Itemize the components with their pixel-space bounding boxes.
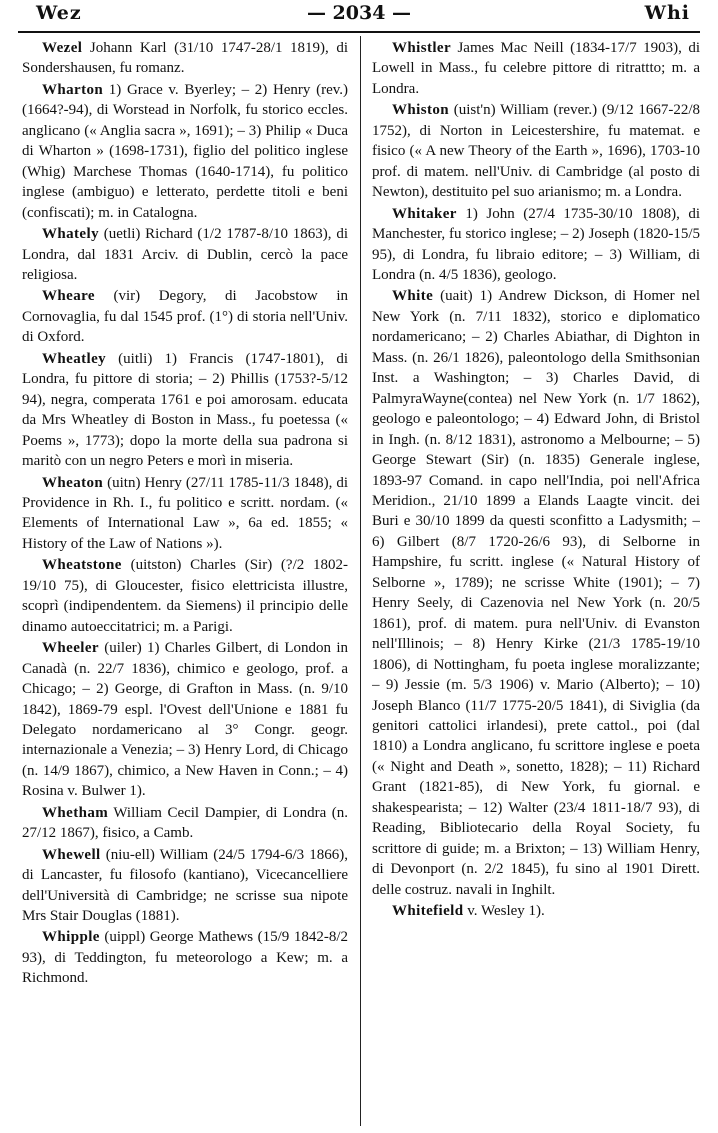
entry-headword: Whistler <box>392 40 452 56</box>
entry <box>22 80 348 223</box>
entry-text: (uitli) 1) Francis (1747-1801), di Londra, fu pittore di storia; – 2) Phillis (1753?-5/12 94), negra, comperata 1761 e poi amorosam. educata da Mrs Wheatley di Boston in Mass., fu poetessa (« Poems », 1773); dopo la morte della sua padrona si maritò con un negro Peters e morì in miseria. <box>22 350 348 470</box>
entry-text: (uippl) George Mathews (15/9 1842-8/2 93), di Teddington, fu meteorologo a Kew; m. a Richmond. <box>22 929 348 987</box>
entry <box>22 803 348 844</box>
entry <box>22 845 348 927</box>
entry-headword: White <box>392 288 434 305</box>
page-number: — 2034 — <box>306 2 412 24</box>
right-column <box>372 38 700 1128</box>
column-divider <box>360 36 361 1126</box>
entry <box>372 38 700 99</box>
entry-text: James Mac Neill (1834-17/7 1903), di Lowell in Mass., fu celebre pittore di ritrattto; m. a Londra. <box>372 40 700 97</box>
header-right-guideword: Whi <box>644 2 690 24</box>
entry <box>22 349 348 472</box>
entry-headword: Wheeler <box>42 640 99 657</box>
entry-text: (uitn) Henry (27/11 1785-11/3 1848), di Providence in Rh. I., fu politico e scritt. nordam. (« Elements of International Law », 6a ed. 1855; « History of the Law of Nations »). <box>22 474 348 552</box>
entry-text: (uist'n) William (rever.) (9/12 1667-22/8 1752), di Norton in Leicestershire, fu matemat. e fisico (« A new Theory of the Earth », 1696), 1703-10 prof. di matem. nell'Univ. di Cambridge (al posto di Newton), destituito pel suo arianismo; m. a Londra. <box>372 102 700 201</box>
entry-headword: Wharton <box>42 81 104 98</box>
entry <box>22 224 348 285</box>
entry-headword: Whitefield <box>392 903 464 920</box>
entry <box>22 927 348 988</box>
entry <box>372 286 700 900</box>
entry <box>372 901 700 921</box>
entry-headword: Wheatley <box>42 350 107 367</box>
entry-headword: Whiston <box>392 102 449 119</box>
header-rule <box>18 31 700 33</box>
entry <box>22 473 348 555</box>
entry-headword: Whately <box>42 226 99 243</box>
entry <box>22 555 348 637</box>
entry <box>22 286 348 347</box>
entry-text: (uiler) 1) Charles Gilbert, di London in Canadà (n. 22/7 1836), chimico e geologo, prof. a Chicago; – 2) George, di Grafton in Mass. (n. 9/10 1842), 1869-79 espl. l'Ovest dell'Unione e 1881 fu Delegato nordamericano al 3° Congr. geogr. internazionale a Venezia; – 3) Henry Lord, di Chicago (n. 14/9 1867), chimico, a New Haven in Conn.; – 4) Rosina v. Bulwer 1). <box>22 640 348 800</box>
entry-text: (niu-ell) William (24/5 1794-6/3 1866), di Lancaster, fu filosofo (kantiano), Vicecancelliere dell'Università di Cambridge; ne scrisse sua nipote Mrs Stair Douglas (1881). <box>22 846 348 925</box>
entry-headword: Whetham <box>42 804 109 821</box>
entry-text: (vir) Degory, di Jacobstow in Cornovaglia, fu dal 1545 prof. (1°) di storia nell'Univ. di Oxford. <box>22 288 348 346</box>
entry <box>22 638 348 802</box>
left-column <box>22 38 348 1128</box>
entry-text: 1) Grace v. Byerley; – 2) Henry (rev.) (1664?-94), di Worstead in Norfolk, fu storico eccles. anglicano (« Anglia sacra », 1691); – 3) Philip « Duca di Wharton » (1698-1731), figlio del politico inglese (Whig) Marchese Thomas (1640-1714), fu politico inglese (ambiguo) e letterato, perdette titoli e beni (confiscati); m. in Catalogna. <box>22 81 348 221</box>
entry <box>372 100 700 202</box>
entry-text: (uait) 1) Andrew Dickson, di Homer nel New York (n. 7/11 1832), storico e diplomatico nordamericano; – 2) Charles Abiathar, di Dighton in Mass. (n. 26/1 1826), paleontologo della Smithsonian Inst. a Washington; – 3) Charles David, di PalmyraWayne(contea) nel New York (n. 1/7 1862), geologo e paleontologo; – 4) Edward John, di Bristol in Ingh. (n. 8/12 1831), astronomo a Melbourne; – 5) George Stewart (Sir) (n. 1835) Generale inglese, 1893-97 Comand. in capo nell'India, poi nell'Africa Meridion., 21/10 1899 a Elands Laagte vincit. dei Buri e 30/10 1899 da questi sconfitto a Ladysmith; – 6) Gilbert (8/7 1720-26/6 93), di Selborne in Hampshire, fu scritt. inglese (« Natural History of Selborne », 1789); ne scrisse White (1901); – 7) Henry Seely, di Cazenovia nel New York (n. 20/5 1861), prof. di matem. pura nell'Univ. di Evanston nell'Illinois; – 8) Henry Kirke (21/3 1785-19/10 1806), di Nottingham, fu poeta inglese moralizzante; – 9) Jessie (m. 5/3 1906) v. Mario (Alberto); – 10) Joseph Blanco (11/7 1775-20/5 1841), di Siviglia (da genitori cattolici irlandesi), prete cattol., poi (dal 1810) a Londra anglicano, fu scrittore inglese e poeta (« Night and Death », sonetto, 1828); – 11) Richard Grant (1821-85), di New York, fu giornal. e shakespearista; – 12) Walter (23/4 1811-18/7 93), di Reading, Bibliotecario della Royal Society, fu scrittore di guide; m. a Brixton; – 13) William Henry, di Devonport (n. 2/2 1845), fu sino al 1901 Dirett. delle costruz. navali in Inghilt. <box>372 288 700 898</box>
entry <box>372 204 700 286</box>
entry-text: 1) John (27/4 1735-30/10 1808), di Manchester, fu storico inglese; – 2) Joseph (1820-15/5 95), di Londra, fu libraio editore; – 3) William, di Londra (n. 4/5 1836), geologo. <box>372 205 700 283</box>
entry-headword: Whipple <box>42 929 100 946</box>
entry <box>22 38 348 79</box>
entry-headword: Wheatstone <box>42 557 122 574</box>
entry-text: William Cecil Dampier, di Londra (n. 27/12 1867), fisico, a Camb. <box>22 804 348 842</box>
entry-headword: Wheaton <box>42 474 104 491</box>
entry-headword: Whitaker <box>392 205 457 222</box>
entry-text: Johann Karl (31/10 1747-28/1 1819), di Sondershausen, fu romanz. <box>22 40 348 77</box>
entry-text: v. Wesley 1). <box>463 903 545 920</box>
entry-headword: Whewell <box>42 846 101 863</box>
entry-headword: Wezel <box>42 40 83 56</box>
entry-text: (uetli) Richard (1/2 1787-8/10 1863), di Londra, dal 1831 Arciv. di Dublin, cercò la pace religiosa. <box>22 226 348 283</box>
entry-text: (uitston) Charles (Sir) (?/2 1802-19/10 75), di Gloucester, fisico elettricista illustre, scoprì (indipendentem. da Siemens) il principio delle dinamo autoeccitatrici; m. a Parigi. <box>22 557 348 635</box>
header-left-guideword: Wez <box>36 2 82 24</box>
page-header <box>0 0 718 32</box>
entry-headword: Wheare <box>42 288 95 305</box>
